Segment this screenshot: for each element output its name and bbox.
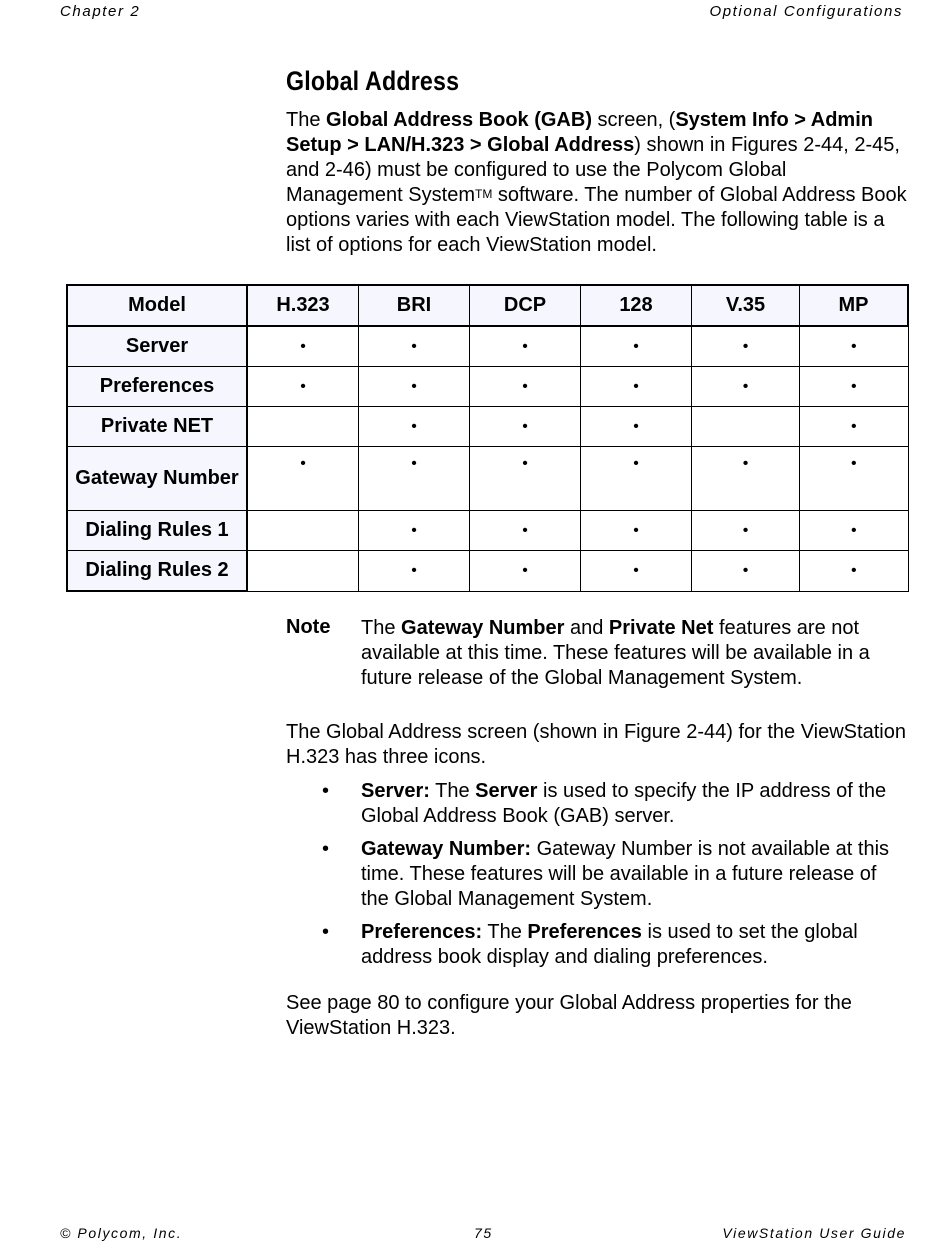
intro-text-2: screen, (	[591, 109, 676, 131]
table-header-row	[67, 285, 908, 326]
note-text	[361, 616, 909, 691]
intro-bold-menu-path: System Info > Admin Setup > LAN/H.323 > Global Address	[286, 109, 873, 156]
table-header-cell: Model	[67, 285, 247, 326]
row-label: Dialing Rules 2	[67, 551, 247, 592]
section-title: Global Address	[286, 66, 460, 96]
table-header-cell: DCP	[470, 285, 581, 326]
table-cell: •	[800, 326, 909, 367]
table-cell: •	[247, 447, 359, 511]
table-cell: •	[470, 367, 581, 407]
table-row	[67, 447, 908, 511]
table-cell: •	[692, 326, 800, 367]
table-row	[67, 326, 908, 367]
table-cell: •	[581, 447, 692, 511]
table-header-cell: H.323	[247, 285, 359, 326]
table-cell: •	[470, 551, 581, 592]
running-header-section: Optional Configurations	[709, 3, 903, 20]
table-cell	[247, 407, 359, 447]
table-cell: •	[247, 367, 359, 407]
table-cell	[247, 551, 359, 592]
table-cell: •	[692, 367, 800, 407]
intro-text-1: The	[286, 109, 327, 131]
table-cell: •	[359, 326, 470, 367]
note-bold-private-net: Private Net	[608, 617, 714, 639]
footer-guide-title: ViewStation User Guide	[722, 1225, 906, 1241]
table-cell	[247, 511, 359, 551]
table-cell: •	[692, 511, 800, 551]
running-header-chapter: Chapter 2	[60, 3, 141, 20]
bullet-glyph: •	[322, 921, 330, 943]
table-header-cell: MP	[800, 285, 909, 326]
table-header-cell: V.35	[692, 285, 800, 326]
bullet-bold: Preferences	[527, 921, 642, 943]
options-table	[66, 284, 909, 592]
table-cell: •	[359, 447, 470, 511]
table-cell: •	[692, 551, 800, 592]
note-text-3: features are not available at this time. These features will be available in a future release of the Global Management System.	[361, 617, 870, 689]
note-bold-gateway: Gateway Number	[401, 617, 565, 639]
table-row	[67, 367, 908, 407]
list-item	[286, 779, 908, 829]
table-cell: •	[581, 326, 692, 367]
bullet-lead: Preferences:	[361, 921, 483, 943]
row-label: Gateway Number	[67, 447, 247, 511]
table-cell: •	[359, 511, 470, 551]
note-label: Note	[286, 616, 331, 638]
intro-text-3: ) shown in Figures 2-44, 2-45, and 2-46) must be configured to use the Polycom Global Management System	[286, 134, 900, 206]
table-cell: •	[692, 447, 800, 511]
table-cell: •	[359, 367, 470, 407]
page-number: 75	[474, 1225, 493, 1241]
bullet-text-2: is used to set the global address book display and dialing preferences.	[361, 921, 858, 968]
icons-paragraph: The Global Address screen (shown in Figure 2-44) for the ViewStation H.323 has three icons.	[286, 721, 906, 768]
table-cell: •	[359, 551, 470, 592]
table-cell: •	[800, 367, 909, 407]
table-header-cell: 128	[581, 285, 692, 326]
bullet-text-1: Gateway Number is not available at this time. These features will be available in a future release of the Global Management System.	[361, 838, 890, 910]
table-row	[67, 551, 908, 592]
table-cell: •	[581, 551, 692, 592]
note-text-2: and	[564, 617, 609, 639]
table-cell: •	[800, 447, 909, 511]
bullet-lead: Server:	[361, 780, 430, 802]
intro-bold-gab: Global Address Book (GAB)	[326, 109, 592, 131]
row-label: Preferences	[67, 367, 247, 407]
bullet-text-1: The	[429, 780, 476, 802]
list-item	[286, 837, 908, 912]
intro-paragraph	[286, 108, 908, 258]
trademark-mark: TM	[474, 187, 493, 201]
icon-bullet-list	[286, 779, 908, 978]
note-text-1: The	[361, 617, 402, 639]
row-label: Private NET	[67, 407, 247, 447]
list-item	[286, 920, 908, 970]
table-cell: •	[247, 326, 359, 367]
table-cell: •	[470, 407, 581, 447]
table-cell: •	[800, 551, 909, 592]
row-label: Server	[67, 326, 247, 367]
bullet-glyph: •	[322, 838, 330, 860]
intro-text-4: software. The number of Global Address Book options varies with each ViewStation model. The following table is a list of options for each ViewStation model.	[286, 184, 907, 256]
table-header-cell: BRI	[359, 285, 470, 326]
table-cell	[692, 407, 800, 447]
bullet-text-2: is used to specify the IP address of the Global Address Book (GAB) server.	[361, 780, 887, 827]
table-row	[67, 511, 908, 551]
table-row	[67, 407, 908, 447]
table-cell: •	[581, 407, 692, 447]
bullet-glyph: •	[322, 780, 330, 802]
bullet-bold: Server	[475, 780, 538, 802]
footer-copyright: © Polycom, Inc.	[60, 1225, 183, 1241]
table-cell: •	[359, 407, 470, 447]
see-page-paragraph: See page 80 to configure your Global Address properties for the ViewStation H.323.	[286, 992, 852, 1039]
table-cell: •	[581, 367, 692, 407]
bullet-lead: Gateway Number:	[361, 838, 532, 860]
table-cell: •	[470, 511, 581, 551]
bullet-text-1: The	[482, 921, 528, 943]
row-label: Dialing Rules 1	[67, 511, 247, 551]
table-cell: •	[470, 326, 581, 367]
table-cell: •	[800, 511, 909, 551]
table-cell: •	[581, 511, 692, 551]
table-cell: •	[470, 447, 581, 511]
table-cell: •	[800, 407, 909, 447]
